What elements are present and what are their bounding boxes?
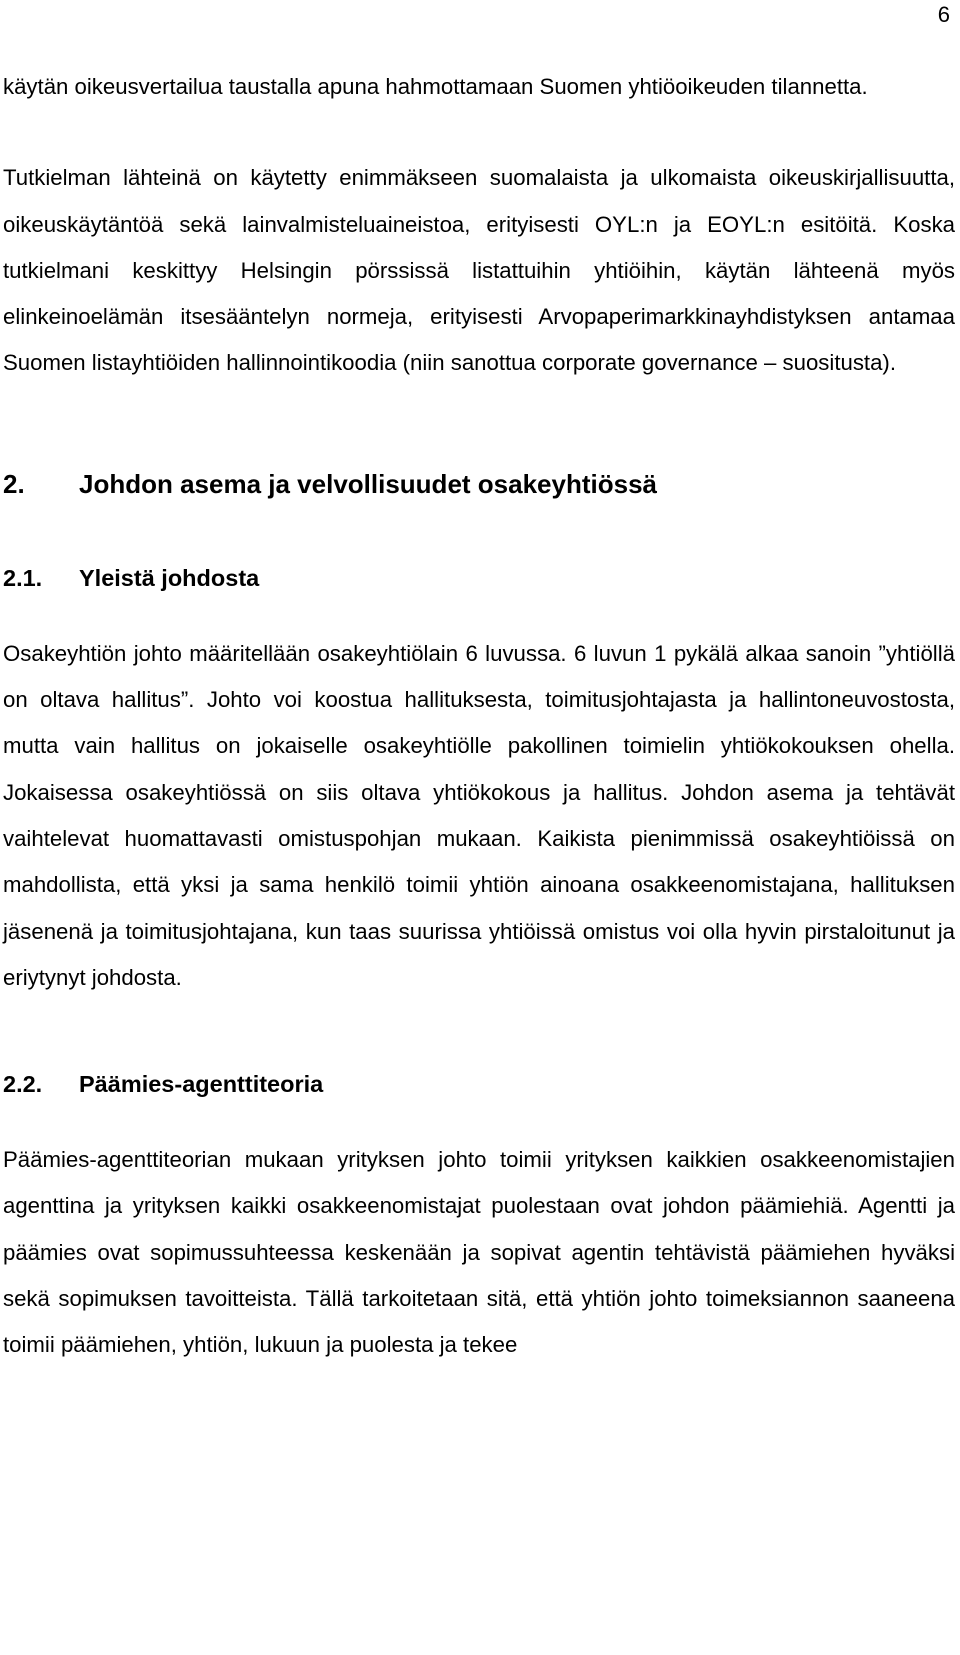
section-2-title: Johdon asema ja velvollisuudet osakeyhtiössä	[79, 468, 657, 499]
section-2-1-heading	[3, 555, 955, 601]
section-2-2-title: Päämies-agenttiteoria	[79, 1071, 324, 1098]
section-2-2-paragraph: Päämies-agenttiteorian mukaan yrityksen johto toimii yrityksen kaikkien osakkeenomistajien agenttina ja yrityksen kaikki osakkeenomistajat puolestaan ovat johdon päämiehiä. Agentti ja päämies ovat sopimussuhteessa keskenään ja sopivat agentin tehtävistä päämiehen hyväksi sekä sopimuksen tavoitteista. Tällä tarkoitetaan sitä, että yhtiön johto toimeksiannon saaneena toimii päämiehen, yhtiön, lukuun ja puolesta ja tekee	[3, 1147, 955, 1358]
section-2-2-number: 2.2.	[3, 1071, 43, 1098]
page-number: 6	[937, 2, 950, 27]
section-2-1-number: 2.1.	[3, 564, 43, 591]
document-body	[3, 64, 955, 1369]
section-2-1-title: Yleistä johdosta	[79, 564, 260, 591]
section-2-heading	[3, 461, 955, 507]
section-2-number: 2.	[3, 468, 25, 499]
intro-paragraph-2: Tutkielman lähteinä on käytetty enimmäkseen suomalaista ja ulkomaista oikeuskirjallisuutta, oikeuskäytäntöä sekä lainvalmisteluaineistoa, erityisesti OYL:n ja EOYL:n esitöitä. Koska tutkielmani keskittyy Helsingin pörssissä listattuihin yhtiöihin, käytän lähteenä myös elinkeinoelämän itsesääntelyn normeja, erityisesti Arvopaperimarkkinayhdistyksen antamaa Suomen listayhtiöiden hallinnointikoodia (niin sanottua corporate governance – suositusta).	[3, 165, 955, 376]
intro-paragraph-1: käytän oikeusvertailua taustalla apuna hahmottamaan Suomen yhtiöoikeuden tilannetta.	[3, 74, 868, 99]
section-2-2-heading	[3, 1061, 955, 1107]
section-2-1-paragraph: Osakeyhtiön johto määritellään osakeyhtiölain 6 luvussa. 6 luvun 1 pykälä alkaa sanoin ”yhtiöllä on oltava hallitus”. Johto voi koostua hallituksesta, toimitusjohtajasta ja hallintoneuvostosta, mutta vain hallitus on jokaiselle osakeyhtiölle pakollinen toimielin yhtiökokouksen ohella. Jokaisessa osakeyhtiössä on siis oltava yhtiökokous ja hallitus. Johdon asema ja tehtävät vaihtelevat huomattavasti omistuspohjan mukaan. Kaikista pienimmissä osakeyhtiöissä on mahdollista, että yksi ja sama henkilö toimii yhtiön ainoana osakkeenomistajana, hallituksen jäsenenä ja toimitusjohtajana, kun taas suurissa yhtiöissä omistus voi olla hyvin pirstaloitunut ja eriytynyt johdosta.	[3, 640, 955, 990]
